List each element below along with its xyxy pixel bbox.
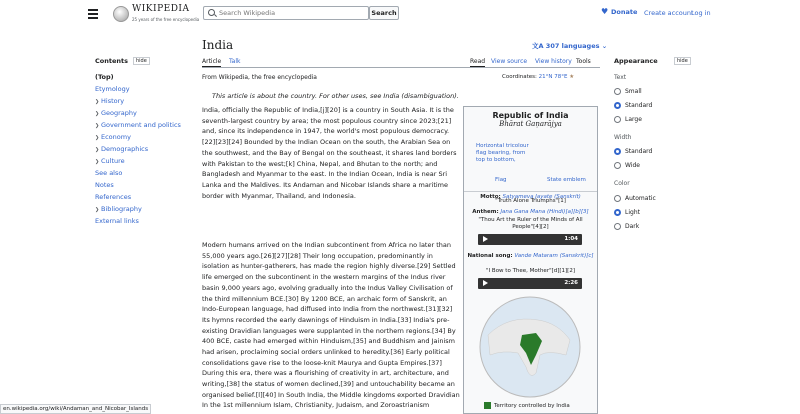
toc-label: Geography: [101, 109, 137, 117]
legend-label: Territory controlled by India: [494, 403, 570, 409]
toc-item-geography[interactable]: [95, 109, 137, 117]
login-link[interactable]: Log in: [691, 9, 711, 17]
donate-link[interactable]: [601, 8, 637, 16]
language-count: 307 languages: [545, 42, 600, 50]
option-label: Standard: [625, 148, 653, 155]
orthographic-map[interactable]: [478, 295, 582, 399]
option-label: Wide: [625, 162, 640, 169]
option-label: Dark: [625, 223, 640, 230]
toc-item-external-links[interactable]: External links: [95, 217, 139, 225]
option-label: Small: [625, 88, 642, 95]
anthem-translation: "Thou Art the Ruler of the Minds of All People"[4][2]: [478, 217, 583, 230]
option-label: Standard: [625, 102, 653, 109]
play-icon[interactable]: [483, 236, 488, 242]
play-icon[interactable]: [483, 280, 488, 286]
toc-item-economy[interactable]: [95, 133, 131, 141]
option-label: Large: [625, 116, 642, 123]
song-label: National song:: [467, 253, 513, 259]
color-label: Color: [614, 180, 630, 187]
motto-label: Motto:: [480, 194, 501, 200]
appearance-title: Appearance: [614, 57, 658, 65]
radio-button[interactable]: [614, 102, 621, 109]
chevron-right-icon[interactable]: ❯: [95, 159, 100, 165]
anthem-value[interactable]: Jana Gana Mana (Hindi)[a][b][3]: [500, 209, 589, 215]
tab-article[interactable]: Article: [202, 58, 222, 65]
toc-item-demographics[interactable]: [95, 145, 148, 153]
motto-translation: "Truth Alone Triumphs"[1]: [495, 198, 566, 204]
color-automatic-option[interactable]: [614, 195, 656, 202]
motto-value[interactable]: Satyameva Jayate (Sanskrit): [502, 194, 581, 200]
audio-duration: 2:26: [564, 280, 578, 286]
chevron-right-icon[interactable]: ❯: [95, 147, 100, 153]
toc-hide-button[interactable]: hide: [133, 57, 150, 65]
chevron-right-icon[interactable]: ❯: [95, 207, 100, 213]
translate-icon: 文A: [532, 42, 546, 50]
toc-item-history[interactable]: [95, 97, 124, 105]
wikipedia-logo[interactable]: [113, 4, 200, 26]
globe-icon[interactable]: ★: [569, 74, 575, 80]
map-legend: [464, 402, 597, 410]
infobox: [463, 106, 598, 414]
toc-item-government[interactable]: [95, 121, 181, 129]
radio-button[interactable]: [614, 223, 621, 230]
flag-link[interactable]: Flag: [495, 177, 507, 183]
hatnote: This article is about the country. For other uses, see India (disambiguation).: [212, 92, 459, 100]
toc-label: Economy: [101, 133, 131, 141]
chevron-down-icon: ⌄: [599, 42, 608, 50]
tab-view-history[interactable]: View history: [535, 58, 572, 65]
search-input[interactable]: [219, 8, 364, 18]
coordinates: [502, 74, 574, 80]
anthem-audio-player[interactable]: [478, 234, 582, 245]
logo-tagline: 25 years of the free encyclopedia: [132, 17, 200, 22]
width-label: Width: [614, 134, 632, 141]
anthem: [464, 209, 597, 216]
appearance-hide-button[interactable]: hide: [674, 57, 691, 65]
page-tabs: [202, 58, 600, 68]
emblem-link[interactable]: State emblem: [547, 177, 586, 183]
option-label: Automatic: [625, 195, 656, 202]
page-title: India: [202, 38, 234, 52]
song-translation: "I Bow to Thee, Mother"[d][1][2]: [486, 268, 575, 274]
color-light-option[interactable]: [614, 209, 640, 216]
infobox-title: Republic of India: [492, 111, 569, 120]
radio-button[interactable]: [614, 116, 621, 123]
tab-view-source[interactable]: View source: [491, 58, 528, 65]
toc-label: Government and politics: [101, 121, 181, 129]
chevron-right-icon[interactable]: ❯: [95, 123, 100, 129]
paragraph-next: In the 1st millennium Islam, Christianity, Judaism, and Zoroastrianism: [202, 401, 430, 409]
search-icon: [208, 9, 215, 16]
toc-item-notes[interactable]: Notes: [95, 181, 114, 189]
search-button[interactable]: Search: [369, 6, 399, 20]
audio-duration: 1:04: [564, 236, 578, 242]
toc-item-see-also[interactable]: See also: [95, 169, 123, 177]
paragraph-history: Modern humans arrived on the Indian subcontinent from Africa no later than 55,000 years ago.[26][27][28] Their long occupation, predominantly in isolation as hunter-gatherers, has made the region highly diverse.[29] Settled life emerged on the subcontinent in the western margins of the Indus river basin 9,000 years ago, evolving gradually into the Indus Valley Civilisation of the third millennium BCE.[30] By 1200 BCE, an archaic form of Sanskrit, an Indo-European language, had diffused into India from the northwest.[31][32] Its hymns recorded the early dawnings of Hinduism in India.[33] India's pre-existing Dravidian languages were supplanted in the northern regions.[34] By 400 BCE, caste had emerged within Hinduism,[35] and Buddhism and Jainism had arisen, proclaiming social orders unlinked to heredity.[36] Early political consolidations gave rise to the loose-knit Maurya and Gupta Empires.[37] During this era, there was a flourishing of creativity in art, architecture, and writing,[38] the status of women declined,[39] and untouchability became an organised belief.[l][40] In South India, the Middle kingdoms exported Dravidian: [202, 241, 460, 399]
national-song: [464, 253, 597, 260]
chevron-right-icon[interactable]: ❯: [95, 99, 100, 105]
toc-label: History: [101, 97, 125, 105]
toc-label: Culture: [101, 157, 125, 165]
toc-item-etymology[interactable]: Etymology: [95, 85, 130, 93]
infobox-native-name: Bhārat Gaṇarājya: [499, 120, 562, 128]
radio-button[interactable]: [614, 209, 621, 216]
tab-read[interactable]: Read: [470, 58, 486, 65]
menu-icon[interactable]: [88, 9, 98, 19]
text-standard-option[interactable]: [614, 102, 652, 109]
coordinates-label: Coordinates:: [502, 74, 537, 80]
tab-talk[interactable]: Talk: [229, 58, 241, 65]
text-small-option[interactable]: [614, 88, 642, 95]
width-wide-option[interactable]: [614, 162, 640, 169]
radio-button[interactable]: [614, 195, 621, 202]
option-label: Light: [625, 209, 640, 216]
song-value[interactable]: Vande Mataram (Sanskrit)[c]: [514, 253, 594, 259]
song-audio-player[interactable]: [478, 278, 582, 289]
toc-item-culture[interactable]: [95, 157, 125, 165]
search-box[interactable]: [203, 6, 369, 20]
heart-icon: ♥: [601, 7, 609, 16]
width-standard-option[interactable]: [614, 148, 652, 155]
color-dark-option[interactable]: [614, 223, 639, 230]
toc-item-bibliography[interactable]: [95, 205, 142, 213]
legend-swatch: [484, 402, 491, 409]
text-large-option[interactable]: [614, 116, 642, 123]
tools-menu[interactable]: Tools: [576, 58, 591, 65]
language-button[interactable]: [532, 41, 607, 50]
radio-button[interactable]: [614, 162, 621, 169]
chevron-right-icon[interactable]: ❯: [95, 135, 100, 141]
donate-label: Donate: [611, 8, 638, 16]
toc-item-top[interactable]: (Top): [95, 73, 114, 81]
status-bar-url: en.wikipedia.org/wiki/Andaman_and_Nicobar_Islands: [0, 404, 151, 414]
paragraph-intro: India, officially the Republic of India,[j][20] is a country in South Asia. It is the seventh-largest country by area; the most populous country since 2023;[21] and, since its independence in 1947, the world's most populous democracy.[22][23][24] Bounded by the Indian Ocean on the south, the Arabian Sea on the southwest, and the Bay of Bengal on the southeast, it shares land borders with Pakistan to the west;[k] China, Nepal, and Bhutan to the north; and Bangladesh and Myanmar to the east. In the Indian Ocean, India is near Sri Lanka and the Maldives. Its Andaman and Nicobar Islands share a maritime border with Myanmar, Thailand, and Indonesia.: [202, 106, 457, 200]
logo-wordmark: WIKIPEDIA: [132, 4, 190, 14]
tagline: From Wikipedia, the free encyclopedia: [202, 74, 317, 81]
toc-item-references[interactable]: References: [95, 193, 132, 201]
flag-image-alt[interactable]: Horizontal tricolour flag bearing, from top to bottom,: [476, 143, 529, 163]
radio-button[interactable]: [614, 148, 621, 155]
globe-icon: [113, 6, 129, 22]
chevron-right-icon[interactable]: ❯: [95, 111, 100, 117]
anthem-label: Anthem:: [472, 209, 499, 215]
coordinates-value[interactable]: 21°N 78°E: [538, 74, 568, 80]
text-size-label: Text: [614, 74, 627, 81]
toc-title: Contents: [95, 57, 128, 65]
radio-button[interactable]: [614, 88, 621, 95]
toc-label: Demographics: [101, 145, 149, 153]
create-account-link[interactable]: Create account: [644, 9, 694, 17]
toc-label: Bibliography: [101, 205, 142, 213]
site-header: [0, 0, 800, 32]
